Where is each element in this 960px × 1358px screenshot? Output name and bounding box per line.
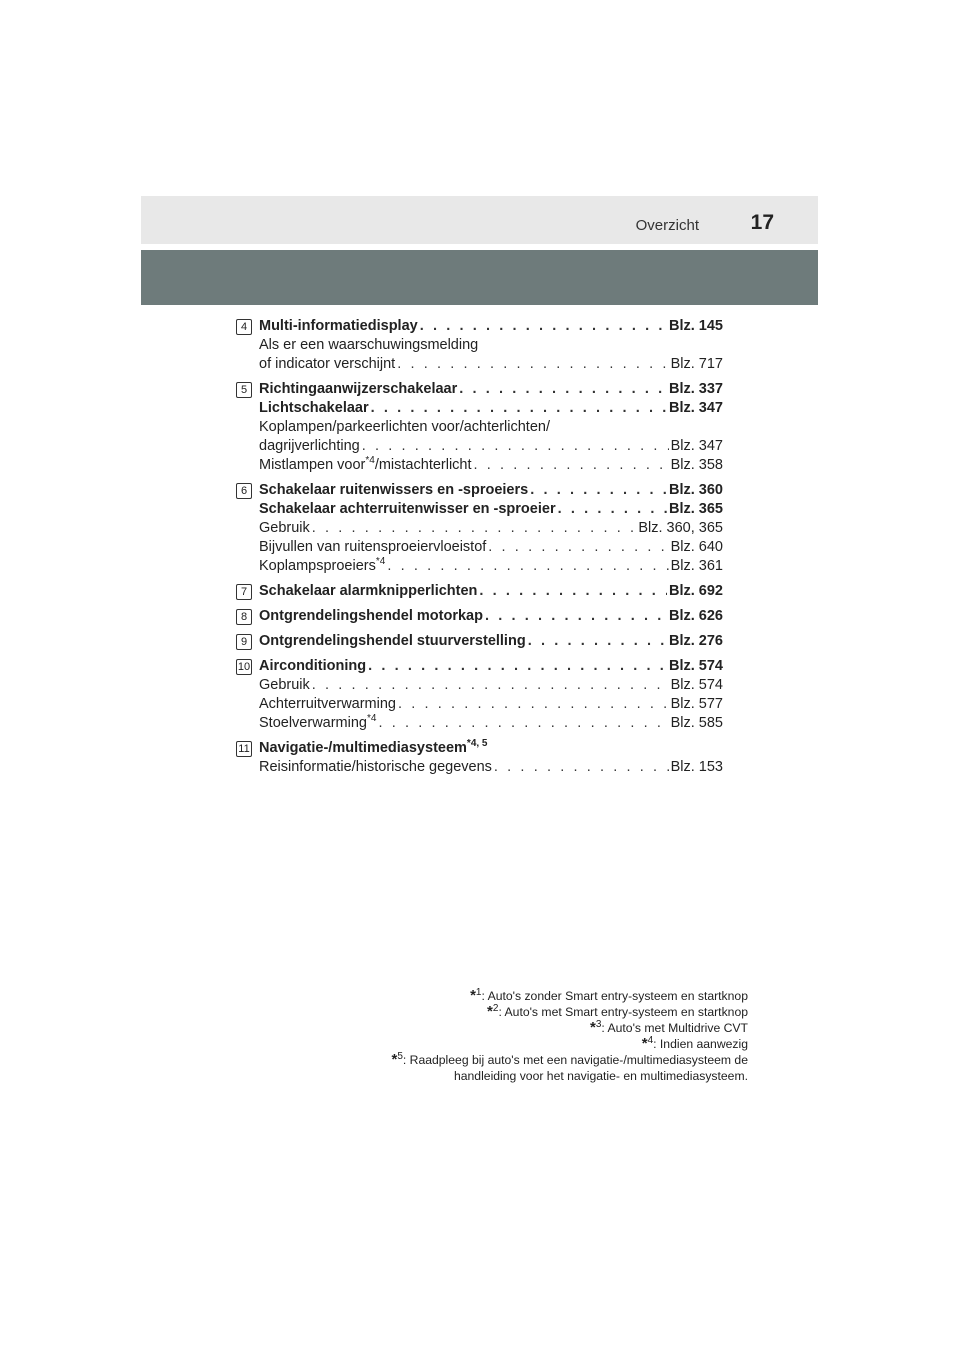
entry-title: Richtingaanwijzerschakelaar [259, 381, 458, 397]
dot-leader [368, 657, 667, 676]
dot-leader [312, 519, 637, 538]
toc-entry[interactable] [259, 399, 723, 418]
item-number-badge: 5 [236, 382, 252, 398]
entry-title: Gebruik [259, 520, 310, 536]
page-reference: Blz. 347 [669, 400, 723, 416]
entry-title: Schakelaar alarmknipperlichten [259, 583, 478, 599]
page-reference: Blz. 153 [670, 759, 723, 775]
footnote-line: handleiding voor het navigatie- en multimediasysteem. [453, 1069, 748, 1083]
asterisk: * [487, 1003, 493, 1020]
dot-leader [494, 758, 669, 777]
footnote-marker: *4 [365, 455, 375, 467]
page-number: 17 [750, 211, 774, 234]
entry-text: Koplampen/parkeerlichten voor/achterlichten/ [259, 419, 550, 435]
entry-title: Gebruik [259, 677, 310, 693]
page-reference: Blz. 360, 365 [638, 520, 723, 536]
toc-entry[interactable] [259, 317, 723, 336]
dot-leader [528, 632, 667, 651]
toc-entry[interactable] [259, 557, 723, 576]
item-number-badge: 10 [237, 661, 251, 673]
entry-title: Airconditioning [259, 658, 367, 674]
page-header [141, 196, 818, 244]
toc-entry[interactable] [259, 758, 723, 777]
toc-entry[interactable] [259, 714, 723, 733]
dot-leader [474, 456, 669, 475]
dot-leader [558, 500, 667, 519]
dot-leader [530, 481, 667, 500]
page-reference: Blz. 365 [669, 501, 723, 517]
toc-entry[interactable] [259, 582, 723, 601]
toc-entry[interactable] [259, 380, 723, 399]
entry-title: Achterruitverwarming [259, 696, 396, 712]
item-number-badge: 11 [236, 741, 252, 757]
toc-entry[interactable] [259, 632, 723, 651]
toc-entry[interactable] [259, 607, 723, 626]
entry-title: Reisinformatie/historische gegevens [259, 759, 492, 775]
toc-section [236, 481, 723, 576]
footnote-number: 5 [397, 1050, 403, 1062]
dot-leader [479, 582, 667, 601]
toc-section [236, 657, 723, 733]
item-number-badge: 4 [236, 319, 252, 335]
dot-leader [488, 538, 668, 557]
footnote-line: *$^1$: Auto's zonder Smart entry-systeem en startknop [470, 986, 748, 1004]
page-reference: Blz. 574 [670, 677, 723, 693]
page-reference: Blz. 361 [670, 558, 723, 574]
dot-leader [312, 676, 669, 695]
toc-entry[interactable] [259, 456, 723, 475]
dot-leader [371, 399, 667, 418]
toc-entry[interactable] [259, 695, 723, 714]
entry-title: Multi-informatiedisplay [259, 318, 418, 334]
asterisk: * [391, 1051, 398, 1068]
footnote-marker: *4 [367, 713, 377, 725]
asterisk: * [590, 1019, 596, 1036]
entry-text: Navigatie-/multimediasysteem$^{*4, 5}$ [259, 738, 488, 756]
toc-entry[interactable] [259, 500, 723, 519]
dot-leader [420, 317, 667, 336]
toc-entry[interactable] [259, 481, 723, 500]
dot-leader [378, 714, 668, 733]
toc-entry[interactable] [259, 538, 723, 557]
dot-leader [485, 607, 667, 626]
footnote-line: *$^5$: Raadpleeg bij auto's met een navigatie-/multimediasysteem de [391, 1050, 748, 1068]
entry-title: Schakelaar ruitenwissers en -sproeiers [259, 482, 529, 498]
toc-entry[interactable] [259, 355, 723, 374]
footnote-number: 4 [647, 1034, 654, 1046]
item-number-badge: 8 [236, 609, 252, 625]
toc-section [236, 607, 723, 626]
page-reference: Blz. 145 [669, 318, 723, 334]
contents-list [236, 317, 723, 783]
entry-title: Stoelverwarming$^{*4}$ [259, 713, 377, 731]
header-band [141, 250, 818, 305]
entry-title: Lichtschakelaar [259, 400, 369, 416]
asterisk: * [470, 987, 476, 1004]
footnote-number: 2 [492, 1002, 499, 1014]
toc-section [236, 317, 723, 374]
entry-title: of indicator verschijnt [259, 356, 396, 372]
toc-section [236, 632, 723, 651]
footnote-line: *$^3$: Auto's met Multidrive CVT [590, 1018, 748, 1036]
dot-leader [397, 355, 668, 374]
page-reference: Blz. 358 [670, 457, 723, 473]
chapter-title: Overzicht [635, 217, 699, 234]
footnote-number: 3 [595, 1018, 602, 1030]
page-reference: Blz. 347 [670, 438, 723, 454]
toc-entry[interactable] [259, 657, 723, 676]
page-reference: Blz. 577 [670, 696, 723, 712]
entry-title: Ontgrendelingshendel motorkap [259, 608, 483, 624]
page-reference: Blz. 360 [669, 482, 723, 498]
page-reference: Blz. 626 [669, 608, 723, 624]
asterisk: * [641, 1035, 648, 1052]
toc-section [236, 380, 723, 475]
entry-title: dagrijverlichting [259, 438, 360, 454]
dot-leader [459, 380, 667, 399]
toc-section [236, 739, 723, 777]
item-number-badge: 7 [236, 584, 252, 600]
dot-leader [398, 695, 669, 714]
item-number-badge: 6 [236, 483, 252, 499]
footnote-number: 1 [475, 986, 482, 998]
dot-leader [362, 437, 669, 456]
page-reference: Blz. 337 [669, 381, 723, 397]
page-reference: Blz. 574 [669, 658, 723, 674]
entry-title: Schakelaar achterruitenwisser en -sproeier [259, 501, 556, 517]
footnote-marker: *4 [375, 556, 386, 568]
footnote-marker: *4, 5 [466, 738, 488, 750]
footnotes [268, 988, 748, 1084]
page-reference: Blz. 276 [669, 633, 723, 649]
toc-entry[interactable] [259, 437, 723, 456]
page-reference: Blz. 640 [670, 539, 723, 555]
page-reference: Blz. 717 [670, 356, 723, 372]
entry-title: Koplampsproeiers$^{*4}$ [259, 556, 386, 574]
entry-title: Bijvullen van ruitensproeiervloeistof [259, 539, 487, 555]
footnote-line: *$^4$: Indien aanwezig [641, 1034, 748, 1052]
toc-entry[interactable] [259, 676, 723, 695]
page-reference: Blz. 585 [670, 715, 723, 731]
toc-section [236, 582, 723, 601]
toc-entry[interactable] [259, 519, 723, 538]
page-reference: Blz. 692 [669, 583, 723, 599]
entry-title: Mistlampen voor$^{*4}$/mistachterlicht [259, 455, 472, 473]
entry-text: Als er een waarschuwingsmelding [259, 337, 479, 353]
entry-title: Ontgrendelingshendel stuurverstelling [259, 633, 526, 649]
item-number-badge: 9 [236, 634, 252, 650]
footnote-line: *$^2$: Auto's met Smart entry-systeem en startknop [487, 1002, 748, 1020]
dot-leader [387, 557, 668, 576]
